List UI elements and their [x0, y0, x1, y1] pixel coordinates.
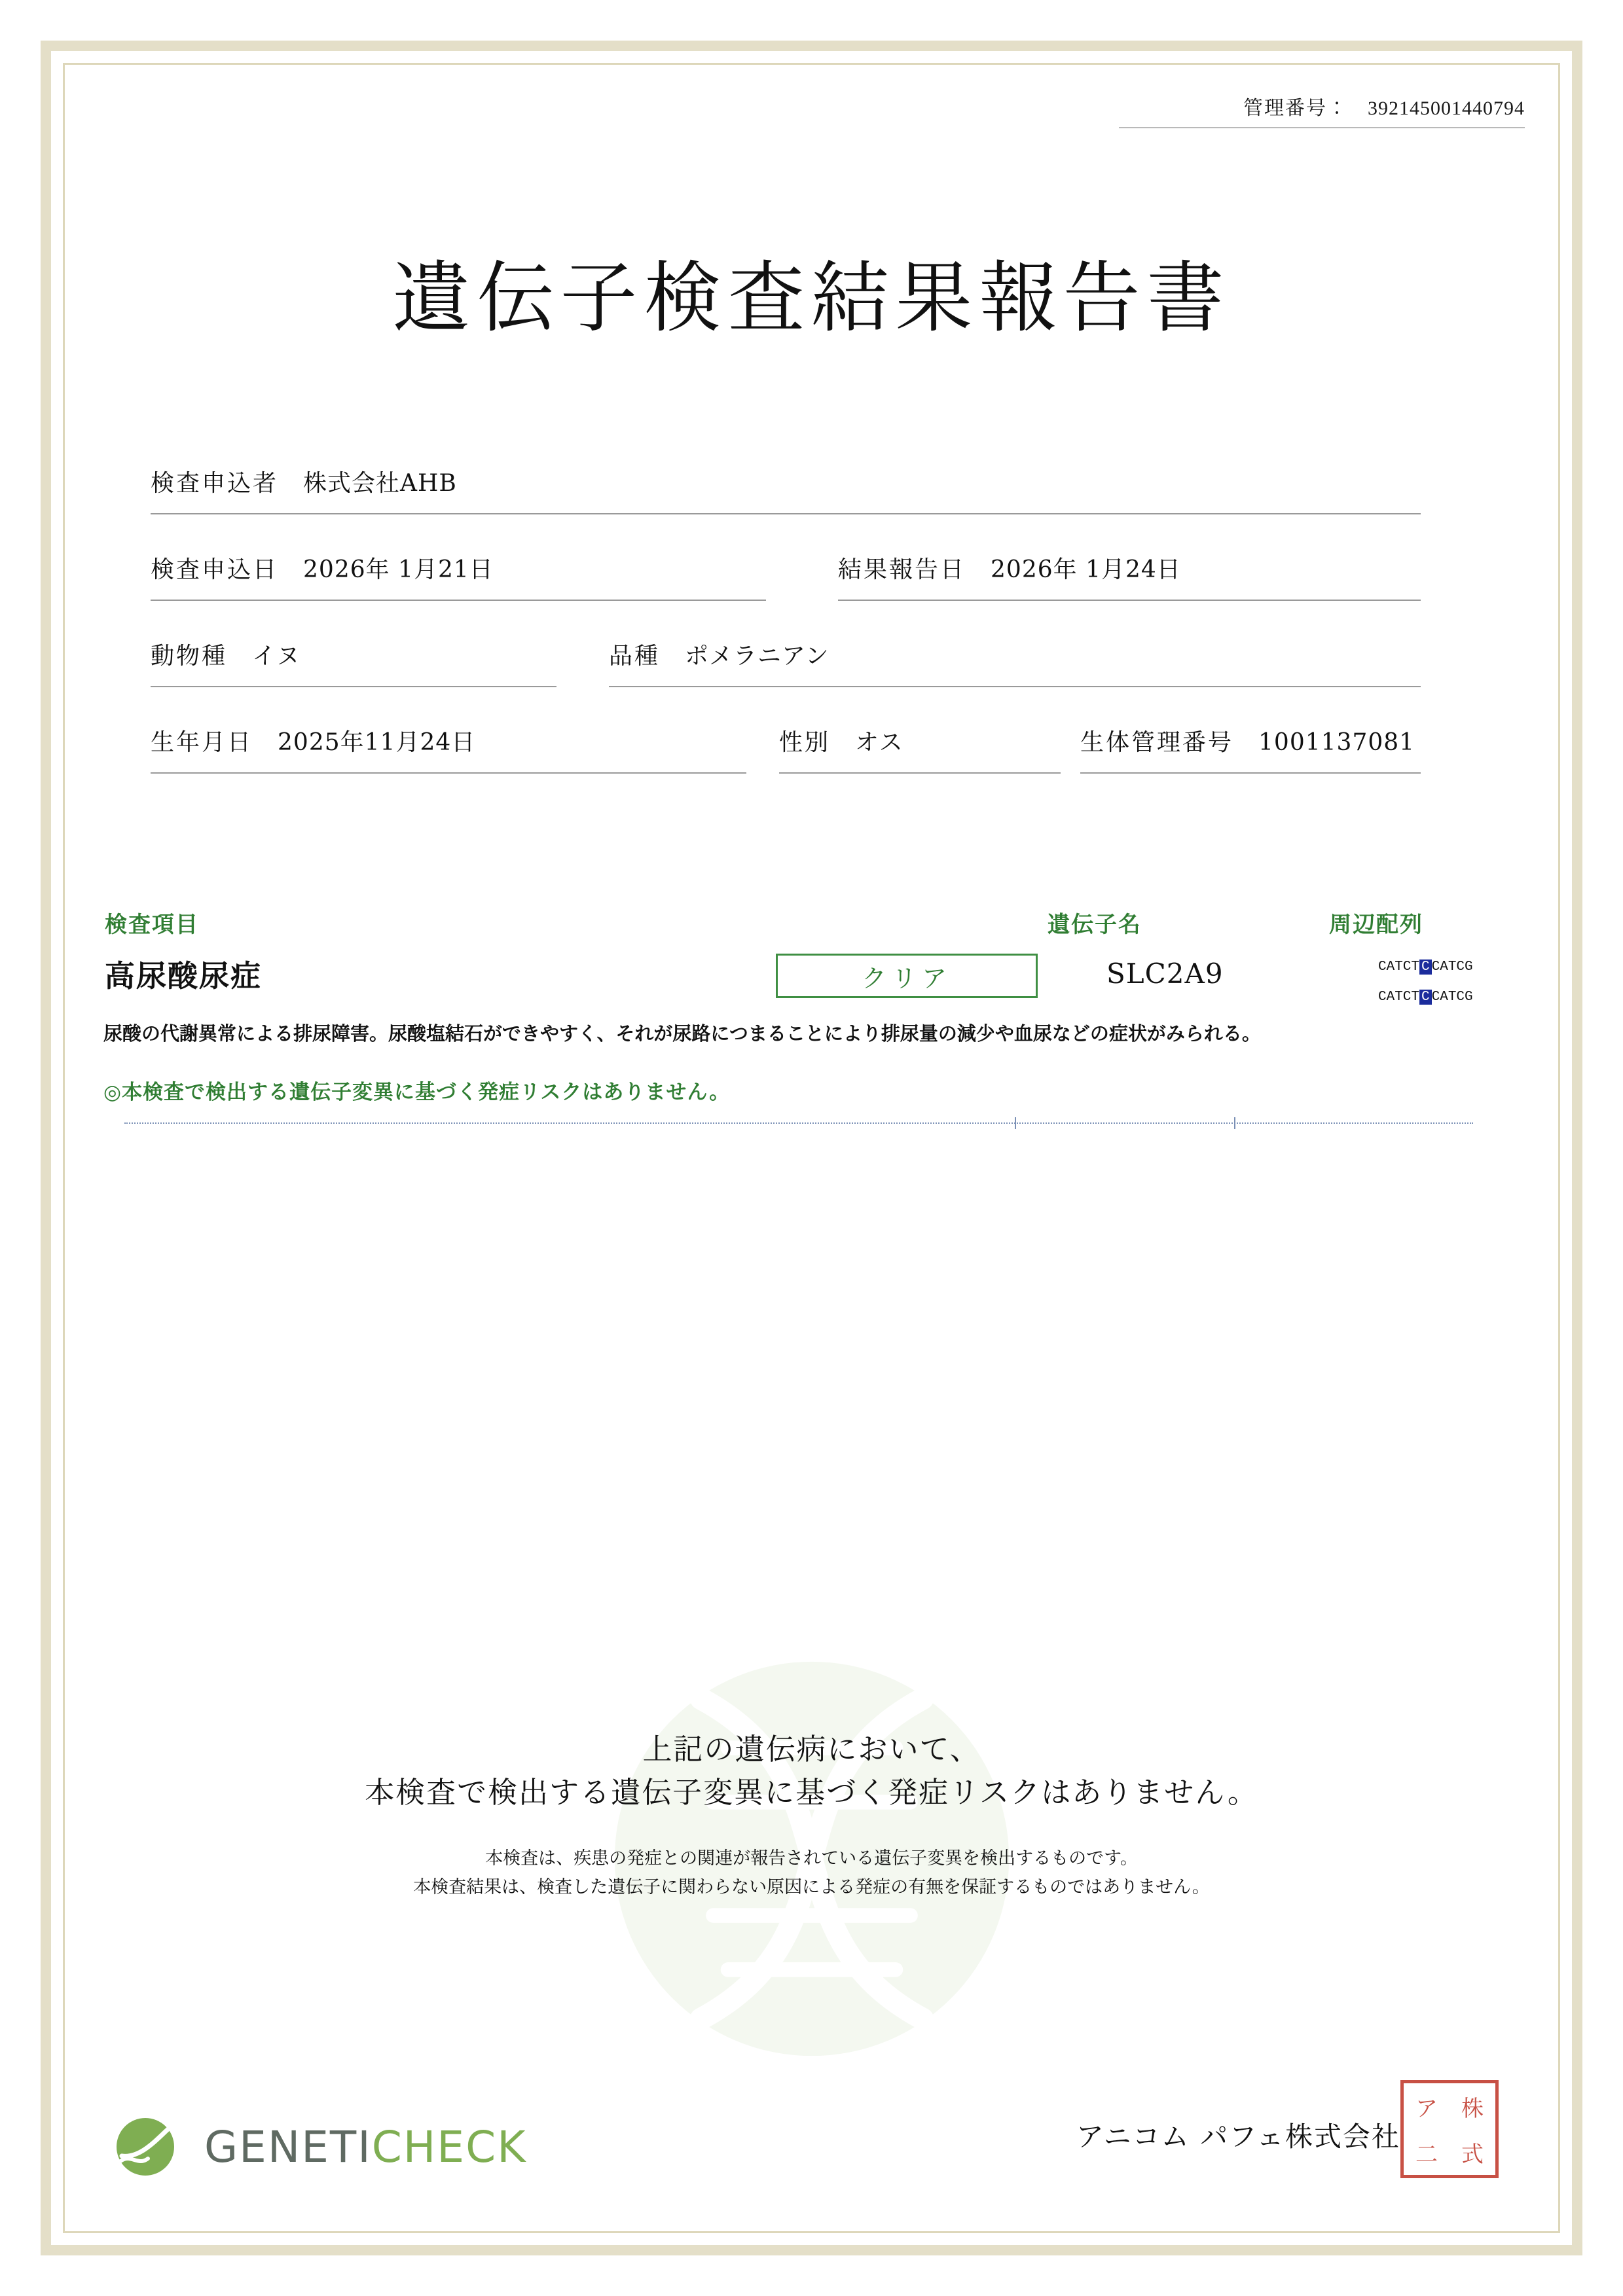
field-animal-id-label: 生体管理番号: [1080, 729, 1234, 756]
field-breed-value: ポメラニアン: [685, 643, 830, 670]
field-row-dates: [151, 551, 1473, 637]
info-fields: [151, 465, 1473, 810]
company-seal: [1400, 2080, 1499, 2178]
field-species: [151, 637, 556, 687]
field-applicant-value: 株式会社AHB: [303, 470, 457, 497]
section-divider: [124, 1122, 1473, 1124]
field-applicant-label: 検査申込者: [151, 470, 279, 497]
brand-logo-text: [204, 2122, 526, 2172]
field-row-applicant: [151, 465, 1473, 551]
brand-logo: [111, 2115, 526, 2178]
sequence-suffix-2: CATCG: [1431, 990, 1473, 1005]
control-number: [1119, 92, 1525, 128]
control-number-value: 392145001440794: [1368, 98, 1525, 119]
seal-char-2: 式: [1461, 2141, 1484, 2168]
status-badge: [776, 954, 1038, 998]
table-row-sequence: [1378, 952, 1473, 1013]
risk-note: ◎本検査で検出する遺伝子変異に基づく発症リスクはありません。: [103, 1081, 731, 1104]
sequence-prefix-1: CATCT: [1378, 960, 1420, 975]
field-row-species: [151, 637, 1473, 724]
field-animal-id: [1080, 724, 1421, 774]
field-animal-id-value: 1001137081: [1258, 729, 1415, 756]
field-report-date-value: 2026年 1月24日: [991, 556, 1181, 583]
summary-note-1: 本検査は、疾患の発症との関連が報告されている遺伝子変異を検出するものです。: [485, 1848, 1138, 1869]
field-breed-label: 品種: [609, 643, 661, 670]
brand-logo-text-1: GENETI: [204, 2121, 372, 2172]
field-row-birth: [151, 724, 1473, 810]
column-header-gene: 遺伝子名: [1048, 913, 1142, 937]
field-birth: [151, 724, 746, 774]
sequence-line-2: [1378, 982, 1473, 1013]
field-sex-label: 性別: [779, 729, 831, 756]
field-apply-date: [151, 551, 766, 601]
field-applicant: [151, 465, 1421, 514]
disease-description: 尿酸の代謝異常による排尿障害。尿酸塩結石ができやすく、それが尿路につまることにより排尿量の減少や血尿などの症状がみられる。: [103, 1022, 1261, 1045]
page-title: 遺伝子検査結果報告書: [392, 253, 1231, 343]
column-header-sequence: 周辺配列: [1329, 913, 1423, 937]
field-birth-value: 2025年11月24日: [278, 729, 476, 756]
column-header-item: 検査項目: [105, 913, 199, 937]
field-species-value: イヌ: [252, 643, 301, 670]
seal-char-0: 株: [1461, 2095, 1484, 2122]
table-row-gene-name: SLC2A9: [1106, 958, 1224, 990]
seal-char-1: ア: [1415, 2095, 1438, 2122]
field-apply-date-label: 検査申込日: [151, 556, 279, 583]
status-badge-label: クリア: [861, 963, 952, 993]
page-content: [98, 79, 1525, 2217]
divider-tick-left: [1015, 1117, 1016, 1129]
leaf-logo-icon: [111, 2115, 190, 2178]
field-species-label: 動物種: [151, 643, 228, 670]
field-breed: [609, 637, 1421, 687]
summary-block: [98, 1728, 1525, 1902]
field-sex: [779, 724, 1061, 774]
divider-tick-right: [1234, 1117, 1235, 1129]
sequence-suffix-1: CATCG: [1431, 960, 1473, 975]
sequence-line-1: [1378, 952, 1473, 982]
company-name: アニコム パフェ株式会社: [1076, 2121, 1400, 2153]
sequence-prefix-2: CATCT: [1378, 990, 1420, 1005]
table-row-disease-name: 高尿酸尿症: [105, 958, 262, 994]
field-apply-date-value: 2026年 1月21日: [303, 556, 494, 583]
brand-logo-text-2: CHECK: [371, 2121, 527, 2172]
summary-note-2: 本検査結果は、検査した遺伝子に関わらない原因による発症の有無を保証するものではありません。: [413, 1877, 1210, 1897]
field-report-date: [838, 551, 1421, 601]
field-sex-value: オス: [855, 729, 903, 756]
sequence-variant-2: C: [1419, 990, 1432, 1005]
seal-char-3: 二: [1415, 2141, 1438, 2168]
summary-line-1: 上記の遺伝病において、: [642, 1732, 981, 1767]
summary-line-2: 本検査で検出する遺伝子変異に基づく発症リスクはありません。: [365, 1775, 1258, 1810]
field-birth-label: 生年月日: [151, 729, 253, 756]
sequence-variant-1: C: [1419, 960, 1432, 975]
control-number-label: 管理番号：: [1243, 98, 1348, 119]
field-report-date-label: 結果報告日: [838, 556, 966, 583]
